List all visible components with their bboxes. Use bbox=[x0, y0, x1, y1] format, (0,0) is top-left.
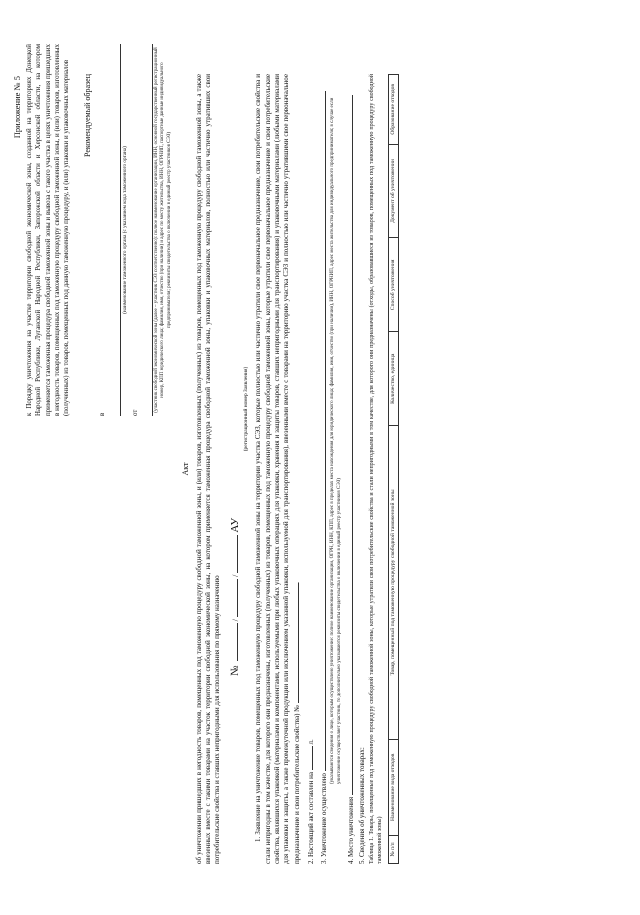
section-2 bbox=[305, 74, 316, 864]
section-1-body: 1. Заявление на уничтожение товаров, помещенных под таможенную процедуру свободной таможенной зоны на территории участка СЭЗ, которые полностью или частично утратили свое первоначальное предназначение, свои потребительские свойства и стали непригодны в том качестве, для которого они предназначены, изготовленных (полученных) из товаров, помещенных под таможенную процедуру свободной таможенной зоны, которые утратили свое первоначальное предназначение и свои потребительские свойства, являвшихся упаковкой (материалами и компонентами, используемыми при любых упаковочных операциях для упаковки, хранения и защиты товаров, ставших непригодными для транспортирования) и упаковочными материалами (любыми материалами для упаковки и защиты, а также промежуточной продукции или исключением указанной упаковки, используемой для транспортирования), ввезенными вместе с товарами на территорию участка СЭЗ и полностью или частично утратившими свое первоначальное предназначение и свои потребительские свойства) № bbox=[254, 74, 302, 864]
section-4 bbox=[345, 74, 356, 864]
appendix-title: Приложение № 5 bbox=[12, 76, 22, 139]
appendix-intro: к Порядку уничтожения на участке территории свободной экономической зоны, созданной на территориях Донецкой Народной Республики, Луганской Народной Республики, Запорожской области и Херсонской области, на котором применяется таможенная процедура свободной таможенной зоны и вывоза с такого участка в целях уничтожения пришедших в негодность товаров, помещенных под таможенную процедуру свободной таможенной зоны, и (или) товаров, изготовленных (полученных) из товаров, помещенных под данную таможенную процедуру, и (или) упаковки и упаковочных материалов bbox=[26, 44, 70, 416]
table-header-row bbox=[389, 75, 399, 864]
from-caption: (участник свободной экономической зоны (далее – участник СЭЗ соответственно): полное наименование организации, ИНН, основной государственный регистрационный номер, КПП юридического лица; фамилия, имя, отчество (при наличии) и адрес по месту жительства, ИНН, ОГРНИП, паспортные данные индивидуального предпринимателя; реквизиты свидетельства о включении в единый реестр участников СЭЗ) bbox=[154, 47, 172, 413]
number-segment-1 bbox=[228, 623, 238, 661]
number-segment-3 bbox=[228, 535, 238, 573]
number-segment-2 bbox=[228, 579, 238, 617]
table-header-cell: № п/п bbox=[389, 835, 399, 863]
to-prefix: в bbox=[99, 412, 107, 416]
number-caption: (регистрационный номер Заявления) bbox=[243, 366, 250, 452]
from-field-line bbox=[143, 44, 153, 416]
from-prefix: от bbox=[132, 409, 140, 416]
document-page bbox=[8, 46, 568, 886]
section-2-unit: л. bbox=[306, 739, 315, 745]
section-4-label: 4. Место уничтожения bbox=[346, 796, 355, 864]
act-title: Акт bbox=[180, 462, 190, 476]
section-3-label: 3. Уничтожение осуществлено bbox=[320, 773, 329, 864]
to-field-line bbox=[111, 44, 121, 416]
addressee-block bbox=[95, 44, 172, 416]
section-1-text: 1. Заявление на уничтожение товаров, помещенных под таможенную процедуру свободной таможенной зоны на территории участка СЭЗ, которые полностью или частично утратили свое первоначальное предназначение, свои потребительские свойства и стали непригодны в том качестве, для которого они предназначены, изготовленных (полученных) из товаров, помещенных под таможенную процедуру свободной таможенной зоны, которые утратили свое первоначальное предназначение и свои потребительские свойства, являвшихся упаковкой (материалами и компонентами, используемыми при любых упаковочных операциях для упаковки, хранения и защиты товаров, ставших непригодными для транспортирования) и упаковочными материалами (любыми материалами для упаковки и защиты, а также промежуточной продукции или исключением указанной упаковки, используемой для транспортирования), ввезенными вместе с товарами на территорию участка СЭЗ и полностью или частично утратившими свое первоначальное предназначение и свои потребительские свойства) № . bbox=[254, 74, 302, 864]
table-header-cell: Товар, помещенный под таможенную процедуру свободной таможенной зоны bbox=[389, 426, 399, 739]
table-header-cell: Документ об уничтожении bbox=[389, 144, 399, 238]
section-1-number-line bbox=[291, 583, 299, 703]
section-4-line bbox=[345, 95, 353, 795]
table-header-cell: Образование отходов bbox=[389, 75, 399, 145]
waste-table bbox=[388, 74, 399, 864]
table-header-cell: Способ уничтожения bbox=[389, 238, 399, 332]
table-header-cell: Количество, единица bbox=[389, 332, 399, 426]
table-header-cell: Наименование вида отходов bbox=[389, 739, 399, 835]
section-2-line bbox=[305, 746, 313, 770]
table-caption: Таблица 1. Товары, помещенные под таможенную процедуру свободной таможенной зоны, которые утратили свои потребительские свойства и стали непригодными в том качестве, для которого они предназначены (отходы, образовавшиеся из товаров, помещенных под таможенную процедуру свободной таможенной зоны) bbox=[369, 74, 384, 864]
to-row bbox=[95, 44, 128, 416]
section-2-label: 2. Настоящий акт составлен на bbox=[306, 772, 315, 864]
section-3 bbox=[318, 74, 343, 864]
to-caption: (наименование таможенного органа (с указанием кода таможенного органа) bbox=[121, 146, 128, 314]
section-5-label: 5. Сведения об уничтоженных товарах: bbox=[358, 747, 367, 864]
sample-label: Рекомендуемый образец bbox=[82, 74, 92, 157]
section-5 bbox=[358, 74, 367, 864]
number-suffix: АУ bbox=[229, 517, 242, 533]
from-row bbox=[128, 44, 173, 416]
section-3-caption: (указываются сведения о лице, которым осуществлено уничтожение: полное наименование организации, ОГРН, ИНН, КПП, адрес в пределах места нахождения для юридического лица; фамилия, имя, отчество (при наличии), ИНН, ОГРНИП, адрес места жительства для индивидуального предпринимателя; в случае если уничтожение осуществляет участник, то дополнительно указываются реквизиты свидетельства о включении в единый реестр участников СЭЗ) bbox=[330, 97, 342, 784]
act-number-row: № //АУ bbox=[229, 517, 242, 676]
act-description: об уничтожении пришедших в негодность товаров, помещенных под таможенную процедуру свободной таможенной зоны, и (или) товаров, изготовленных (полученных) из товаров, помещенных под таможенную процедуру свободной таможенной зоны, а также ввезенных вместе с такими товарами на участок территории свободной экономической зоны, на котором применяется таможенная процедура свободной таможенной зоны, упаковки и упаковочных материалов, полностью или частично утративших свои потребительские свойства и ставших непригодными для использования по прямому назначению bbox=[194, 74, 222, 864]
number-sign: № bbox=[229, 665, 242, 676]
section-3-line bbox=[318, 91, 326, 771]
